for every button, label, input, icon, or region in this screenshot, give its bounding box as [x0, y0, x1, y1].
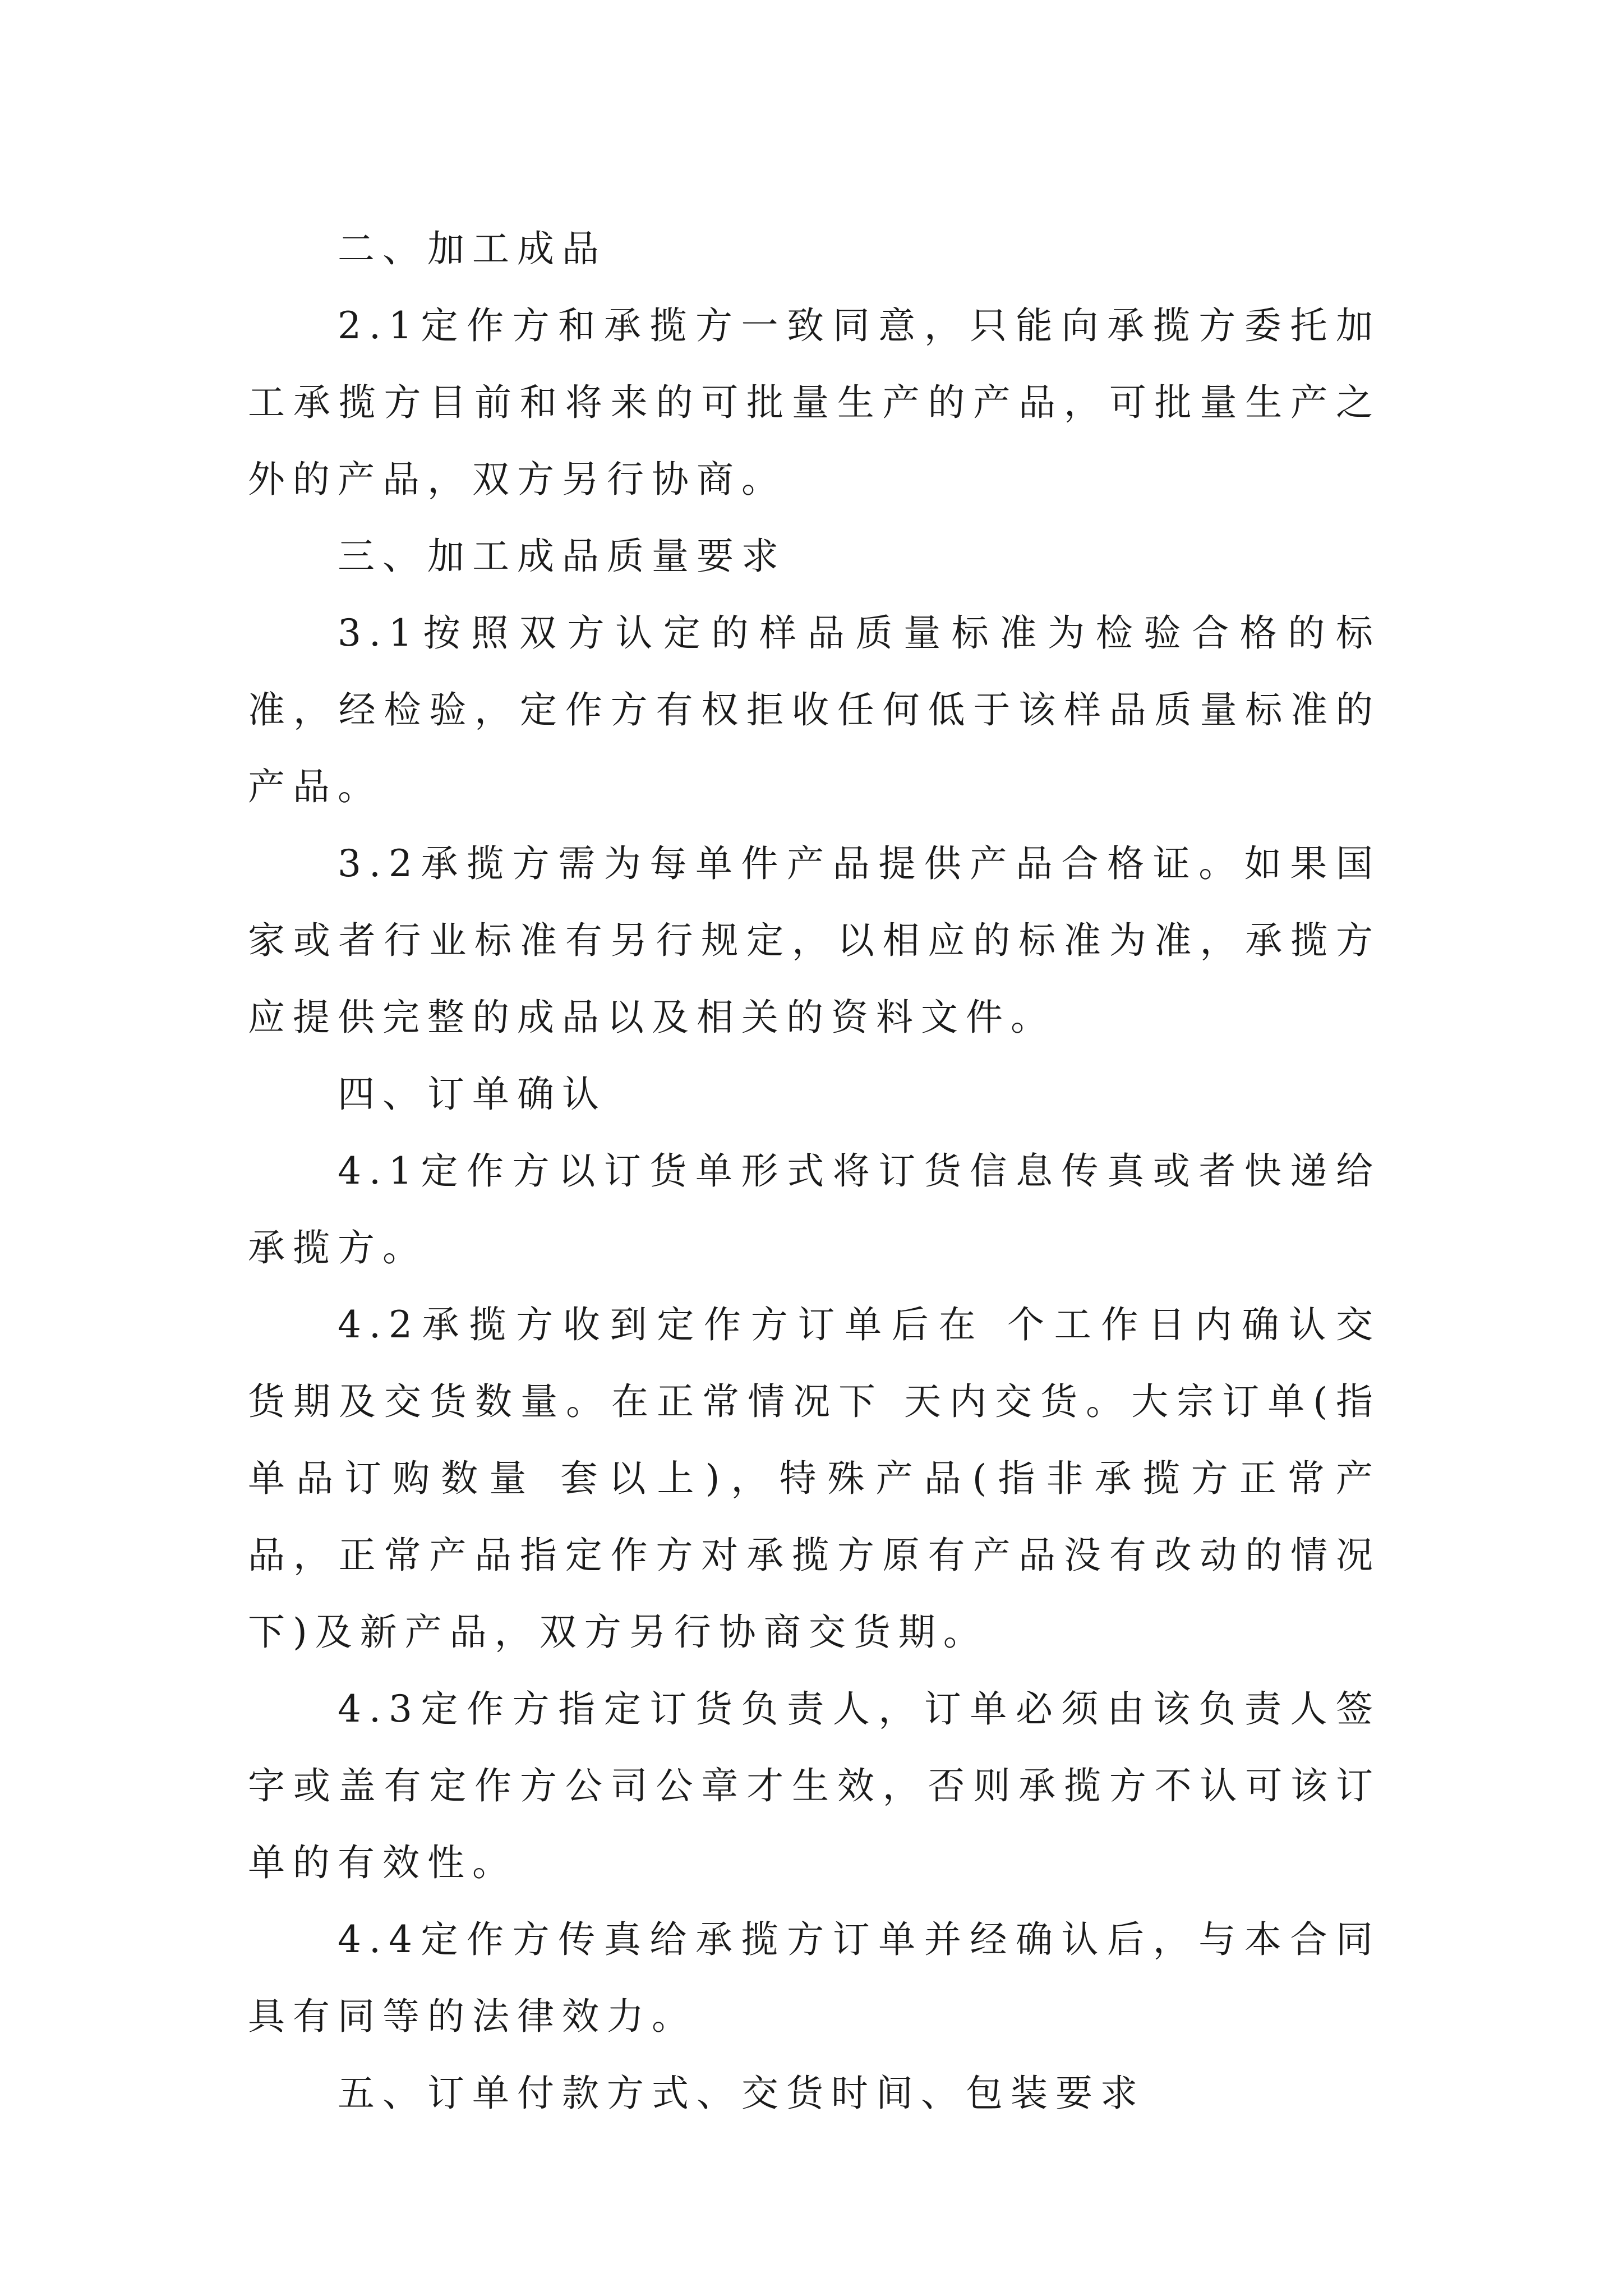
- section-heading-2: 二、加工成品: [338, 227, 607, 270]
- section-heading-5: 五、订单付款方式、交货时间、包装要求: [338, 2072, 1145, 2115]
- section-heading-4: 四、订单确认: [338, 1073, 607, 1116]
- clause-4-4: 4.4定作方传真给承揽方订单并经确认后，与本合同具有同等的法律效力。: [248, 1918, 1381, 2038]
- section-heading-3: 三、加工成品质量要求: [338, 535, 786, 578]
- clause-2-1: 2.1定作方和承揽方一致同意，只能向承揽方委托加工承揽方目前和将来的可批量生产的产品，可批量生产之外的产品，双方另行协商。: [248, 304, 1381, 501]
- clause-4-2: 4.2承揽方收到定作方订单后在 个工作日内确认交货期及交货数量。在正常情况下 天内交货。大宗订单(指单品订购数量 套以上)，特殊产品(指非承揽方正常产品，正常产品指定作方对承揽方原有产品没有改动的情况下)及新产品，双方另行协商交货期。: [248, 1303, 1381, 1654]
- clause-4-3: 4.3定作方指定订货负责人，订单必须由该负责人签字或盖有定作方公司公章才生效，否则承揽方不认可该订单的有效性。: [248, 1687, 1381, 1884]
- clause-3-1: 3.1按照双方认定的样品质量标准为检验合格的标准，经检验，定作方有权拒收任何低于该样品质量标准的产品。: [248, 611, 1381, 808]
- document-body: [248, 210, 1381, 2132]
- clause-3-2: 3.2承揽方需为每单件产品提供产品合格证。如果国家或者行业标准有另行规定，以相应的标准为准，承揽方应提供完整的成品以及相关的资料文件。: [248, 842, 1381, 1039]
- clause-4-1: 4.1定作方以订货单形式将订货信息传真或者快递给承揽方。: [248, 1149, 1381, 1269]
